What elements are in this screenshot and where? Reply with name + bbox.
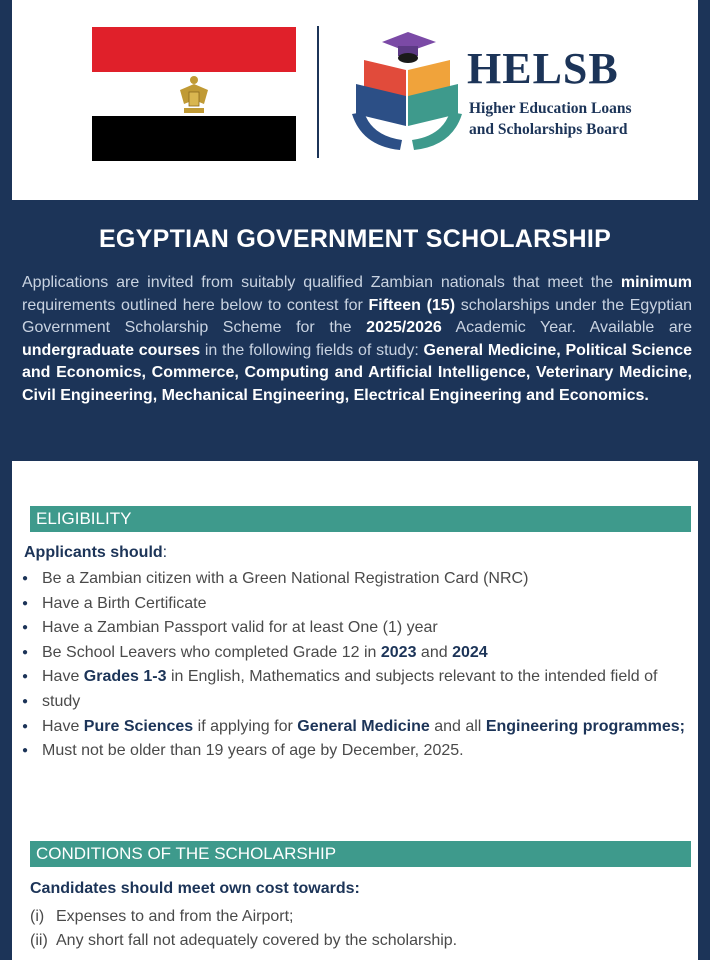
list-item-text: Have a Zambian Passport valid for at least One (1) year xyxy=(42,619,438,637)
page-title: EGYPTIAN GOVERNMENT SCHOLARSHIP xyxy=(98,225,612,253)
list-item-number: (i) xyxy=(30,908,45,925)
list-item-text: Have xyxy=(42,717,84,735)
list-item xyxy=(20,641,690,666)
list-item xyxy=(20,665,690,690)
list-item xyxy=(30,905,457,929)
list-item xyxy=(20,567,690,592)
list-item-text: study xyxy=(42,692,81,710)
list-item-text: Must not be older than 19 years of age by December, 2025. xyxy=(42,742,464,760)
logo-subtitle-line1: Higher Education Loans xyxy=(469,100,632,117)
intro-emphasis: undergraduate courses xyxy=(22,341,201,359)
list-item-text: if applying for xyxy=(193,717,298,735)
intro-emphasis: minimum xyxy=(620,274,692,291)
logo-subtitle-line2: and Scholarships Board xyxy=(469,121,628,138)
list-item-emphasis: Grades 1-3 xyxy=(83,668,167,686)
conditions-list xyxy=(30,905,457,953)
list-item-emphasis: General Medicine xyxy=(297,717,430,735)
applicants-lead-text: Applicants should xyxy=(24,544,163,561)
logo-title: HELSB xyxy=(467,44,619,93)
header-card xyxy=(12,0,698,200)
list-item-text: Have a Birth Certificate xyxy=(42,594,207,612)
list-item-text: and xyxy=(416,643,453,661)
intro-emphasis: 2025/2026 xyxy=(366,319,442,337)
flag-red-stripe xyxy=(92,27,296,72)
list-item-text: Be School Leavers who completed Grade 12 in xyxy=(42,643,381,661)
applicants-lead-colon: : xyxy=(162,544,168,561)
list-item-text: Be a Zambian citizen with a Green National Registration Card (NRC) xyxy=(42,570,529,587)
list-item xyxy=(20,739,690,764)
intro-text: scholarships under the Egyptian Government Scholarship Scheme for the xyxy=(22,296,693,337)
list-item-text: and all xyxy=(429,717,486,735)
list-item-emphasis: 2023 xyxy=(380,643,417,661)
list-item-text: in English, Mathematics and subjects relevant to the intended field of xyxy=(166,668,658,686)
flag-white-stripe xyxy=(92,72,296,117)
logo-subtitle xyxy=(469,98,689,140)
eligibility-heading: ELIGIBILITY xyxy=(30,506,691,532)
intro-fields-of-study: General Medicine, Political Science and Economics, Commerce, Computing and Artificial Intelligence, Veterinary Medicine, Civil Engineering, Mechanical Engineering, Electrical Engineering and Economics. xyxy=(22,341,693,404)
flag-black-stripe xyxy=(92,116,296,161)
list-item-emphasis: Pure Sciences xyxy=(83,717,194,735)
applicants-lead xyxy=(24,544,167,562)
list-item-text: Have xyxy=(42,668,84,686)
list-item-emphasis: Engineering programmes; xyxy=(485,717,685,735)
body-card xyxy=(12,461,698,960)
intro-paragraph xyxy=(22,272,692,408)
intro-text: Applications are invited from suitably qualified Zambian nationals that meet the xyxy=(22,274,621,291)
conditions-heading: CONDITIONS OF THE SCHOLARSHIP xyxy=(30,841,691,867)
list-item xyxy=(30,929,457,953)
list-item xyxy=(20,715,690,740)
intro-emphasis: Fifteen (15) xyxy=(368,296,456,314)
list-item-emphasis: 2024 xyxy=(452,643,488,661)
list-item-text: Any short fall not adequately covered by the scholarship. xyxy=(56,932,458,949)
intro-text: requirements outlined here below to contest for xyxy=(22,296,369,314)
intro-text: Academic Year. Available are xyxy=(441,319,692,337)
list-item xyxy=(20,616,690,641)
egypt-flag xyxy=(92,27,296,161)
eagle-of-saladin-icon xyxy=(176,74,212,116)
list-item xyxy=(20,592,690,617)
list-item-number: (ii) xyxy=(30,932,48,949)
list-item-text: Expenses to and from the Airport; xyxy=(56,908,294,925)
conditions-lead: Candidates should meet own cost towards: xyxy=(30,880,360,897)
header-divider xyxy=(317,26,319,158)
intro-text: in the following fields of study: xyxy=(200,341,424,359)
helsb-logo-icon xyxy=(342,28,472,158)
eligibility-list xyxy=(20,567,690,764)
list-item xyxy=(20,690,690,715)
